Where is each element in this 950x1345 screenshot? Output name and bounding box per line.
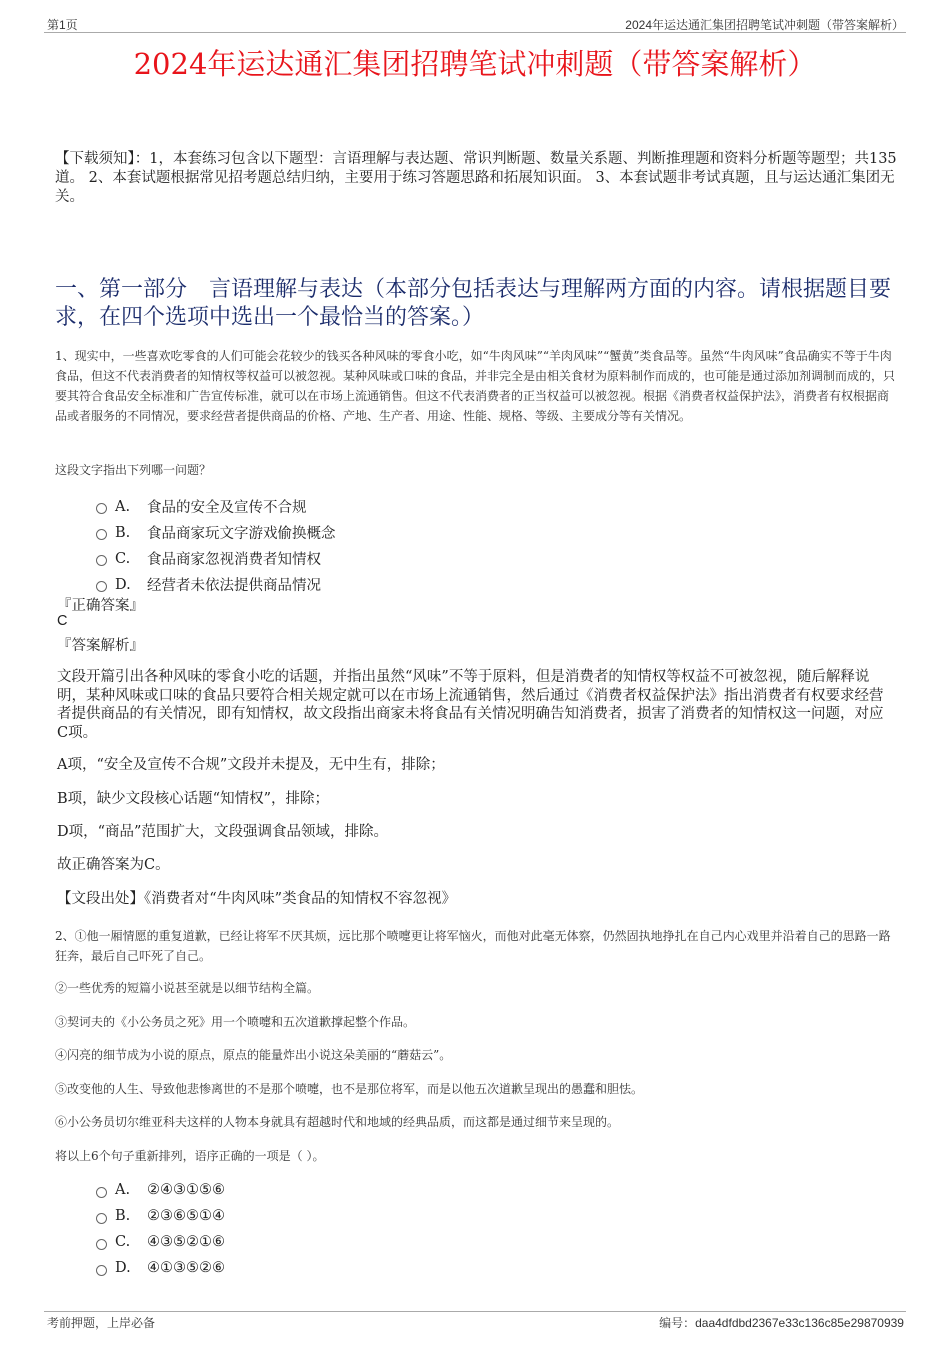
header-divider [44, 32, 906, 33]
q1-question: 这段文字指出下列哪一问题？ [55, 463, 212, 477]
radio-icon[interactable] [96, 1187, 107, 1198]
radio-icon[interactable] [96, 529, 107, 540]
analysis-b-note: B项，缺少文段核心话题“知情权”，排除； [57, 791, 329, 807]
q2-question: 将以上6个句子重新排列，语序正确的一项是（ ）。 [55, 1149, 325, 1163]
option-letter: C. [115, 1234, 131, 1250]
analysis-d-note: D项，“商品”范围扩大，文段强调食品领域，排除。 [57, 824, 388, 840]
section-heading: 一、第一部分 言语理解与表达（本部分包括表达与理解两方面的内容。请根据题目要求，在四个选项中选出一个最恰当的答案。） [55, 277, 892, 330]
option-letter: C. [115, 550, 131, 567]
option-letter: A. [115, 1182, 131, 1198]
radio-icon[interactable] [96, 555, 107, 566]
footer-serial: 编号：daa4dfdbd2367e33c136c85e29870939 [659, 1316, 904, 1330]
option-letter: D. [115, 1260, 131, 1276]
analysis-label: 『答案解析』 [57, 638, 144, 654]
q2-sentence-3: ③契诃夫的《小公务员之死》用一个喷嚏和五次道歉撑起整个作品。 [55, 1015, 416, 1029]
q1-option-c[interactable] [96, 548, 321, 569]
radio-icon[interactable] [96, 1213, 107, 1224]
q2-sentence-1: 2、①他一厢情愿的重复道歉，已经让将军不厌其烦，远比那个喷嚏更让将军恼火，而他对此毫无体察，仍然固执地挣扎在自己内心戏里并沿着自己的思路一路狂奔，最后自己吓死了自己。 [55, 929, 891, 963]
q1-option-a[interactable] [96, 496, 307, 517]
option-text: ④①③⑤②⑥ [147, 1260, 225, 1276]
option-letter: B. [115, 524, 131, 541]
option-text: 经营者未依法提供商品情况 [147, 578, 321, 594]
option-text: ④③⑤②①⑥ [147, 1234, 225, 1250]
page-number: 第1页 [47, 18, 78, 32]
q2-option-b[interactable] [96, 1208, 225, 1224]
option-letter: B. [115, 1208, 131, 1224]
footer-slogan: 考前押题，上岸必备 [47, 1316, 156, 1330]
answer-value: C [57, 613, 68, 629]
option-text: ②③⑥⑤①④ [147, 1208, 225, 1224]
q2-sentence-2: ②一些优秀的短篇小说甚至就是以细节结构全篇。 [55, 981, 320, 995]
analysis-a-note: A项，“安全及宣传不合规”文段并未提及，无中生有，排除； [57, 757, 445, 773]
q2-sentence-5: ⑤改变他的人生、导致他悲惨离世的不是那个喷嚏，也不是那位将军，而是以他五次道歉呈现出的愚蠢和胆怯。 [55, 1082, 644, 1096]
q2-sentence-6: ⑥小公务员切尔维亚科夫这样的人物本身就具有超越时代和地域的经典品质，而这都是通过细节来呈现的。 [55, 1115, 620, 1129]
option-text: ②④③①⑤⑥ [147, 1182, 225, 1198]
radio-icon[interactable] [96, 503, 107, 514]
download-notice: 【下载须知】：1，本套练习包含以下题型：言语理解与表达题、常识判断题、数量关系题、判断推理题和资料分析题等题型；共135道。 2、本套试题根据常见招考题总结归纳，主要用于练习答题思路和拓展知识面。 3、本套试题非考试真题，且与运达通汇集团无关。 [55, 151, 897, 205]
option-text: 食品商家玩文字游戏偷换概念 [147, 526, 336, 542]
option-letter: D. [115, 576, 131, 593]
footer-divider [44, 1311, 906, 1312]
analysis-text: 文段开篇引出各种风味的零食小吃的话题，并指出虽然“风味”不等于原料，但是消费者的知情权等权益不可被忽视，随后解释说明，某种风味或口味的食品只要符合相关规定就可以在市场上流通销售，然后通过《消费者权益保护法》指出消费者有权要求经营者提供商品的有关情况，即有知情权，故文段指出商家未将食品有关情况明确告知消费者，损害了消费者的知情权这一问题，对应C项。 [57, 669, 884, 741]
q2-option-a[interactable] [96, 1182, 225, 1198]
q2-option-d[interactable] [96, 1260, 225, 1276]
option-letter: A. [115, 498, 131, 515]
q1-stem: 1、现实中，一些喜欢吃零食的人们可能会花较少的钱买各种风味的零食小吃，如“牛肉风味”“羊肉风味”“蟹黄”类食品等。虽然“牛肉风味”食品确实不等于牛肉食品，但这不代表消费者的知情权等权益可以被忽视。某种风味或口味的食品，并非完全是由相关食材为原料制作而成的，也可能是通过添加剂调制而成的，只要其符合食品安全标准和广告宣传标准，就可以在市场上流通销售。但这不代表消费者的正当权益可以被忽视。根据《消费者权益保护法》，消费者有权根据商品或者服务的不同情况，要求经营者提供商品的价格、产地、生产者、用途、性能、规格、等级、主要成分等有关情况。 [55, 349, 896, 423]
page-title: 2024年运达通汇集团招聘笔试冲刺题（带答案解析） [133, 47, 817, 81]
option-text: 食品商家忽视消费者知情权 [147, 552, 321, 568]
q1-option-d[interactable] [96, 574, 321, 595]
option-text: 食品的安全及宣传不合规 [147, 500, 307, 516]
radio-icon[interactable] [96, 1265, 107, 1276]
q2-sentence-4: ④闪亮的细节成为小说的原点，原点的能量炸出小说这朵美丽的“蘑菇云”。 [55, 1048, 452, 1062]
q2-option-c[interactable] [96, 1234, 225, 1250]
answer-label: 『正确答案』 [57, 598, 144, 614]
q1-option-b[interactable] [96, 522, 336, 543]
radio-icon[interactable] [96, 1239, 107, 1250]
radio-icon[interactable] [96, 581, 107, 592]
passage-source: 【文段出处】《消费者对“牛肉风味”类食品的知情权不容忽视》 [57, 891, 457, 907]
header-doc-title: 2024年运达通汇集团招聘笔试冲刺题（带答案解析） [625, 18, 904, 32]
analysis-conclusion: 故正确答案为C。 [57, 857, 170, 873]
